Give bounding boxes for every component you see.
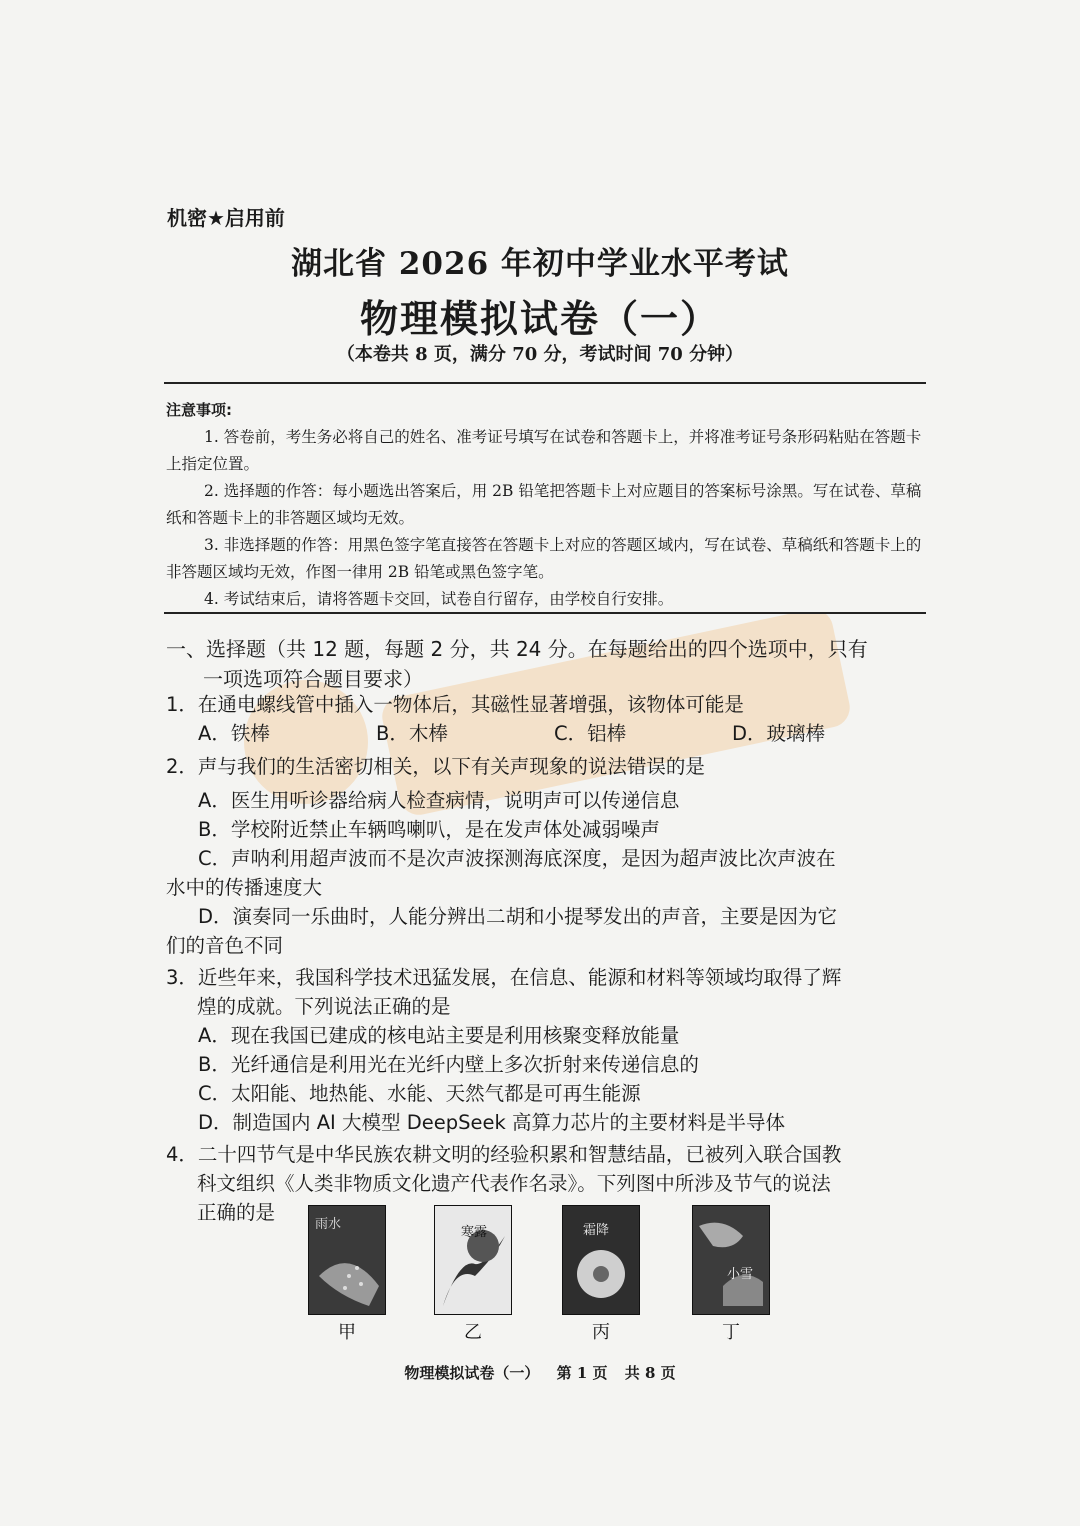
section-heading-line1: 一、选择题（共 12 题，每题 2 分，共 24 分。在每题给出的四个选项中，只有 xyxy=(166,637,868,661)
confidential-label: 机密★启用前 xyxy=(167,206,285,230)
figure-label: 甲 xyxy=(338,1322,356,1343)
figure-label: 乙 xyxy=(464,1322,482,1343)
figure-caption: 雨水 xyxy=(315,1217,342,1232)
footer-page-number: 第 1 页 xyxy=(556,1364,608,1382)
option-a: A．现在我国已建成的核电站主要是利用核聚变释放能量 xyxy=(198,1024,680,1047)
exam-title: 湖北省 2026 年初中学业水平考试 xyxy=(291,246,789,282)
figure-label: 丁 xyxy=(722,1322,740,1343)
notice-item: 1. 答卷前，考生务必将自己的姓名、准考证号填写在试卷和答题卡上，并将准考证号条形码粘贴在答题卡上指定位置。 xyxy=(166,428,922,473)
figure-label: 丙 xyxy=(592,1322,610,1343)
notice-item: 4. 考试结束后，请将答题卡交回，试卷自行留存，由学校自行安排。 xyxy=(204,590,674,608)
option-a: A．医生用听诊器给病人检查病情，说明声可以传递信息 xyxy=(198,789,680,812)
notice-item: 2. 选择题的作答：每小题选出答案后，用 2B 铅笔把答题卡上对应题目的答案标号涂黑。写在试卷、草稿纸和答题卡上的非答题区域均无效。 xyxy=(166,482,922,527)
option-b: B．木棒 xyxy=(376,722,448,745)
option-a: A．铁棒 xyxy=(198,722,270,745)
question-2 xyxy=(166,752,922,960)
solar-term-figures xyxy=(300,1205,780,1345)
paper-subtitle: （本卷共 8 页，满分 70 分，考试时间 70 分钟） xyxy=(336,344,744,365)
option-d: D．演奏同一乐曲时，人能分辨出二胡和小提琴发出的声音，主要是因为它 xyxy=(198,905,838,928)
question-stem: 3．近些年来，我国科学技术迅猛发展，在信息、能源和材料等领域均取得了辉 xyxy=(166,966,842,989)
question-stem-continued: 科文组织《人类非物质文化遗产代表作名录》。下列图中所涉及节气的说法 xyxy=(197,1172,831,1195)
page-footer xyxy=(0,1362,1080,1383)
question-stem-continued: 煌的成就。下列说法正确的是 xyxy=(197,995,451,1018)
notice-heading: 注意事项: xyxy=(166,401,232,419)
figure-image xyxy=(435,1206,511,1314)
figure-image xyxy=(309,1206,385,1314)
figure-image xyxy=(693,1206,769,1314)
figure-image xyxy=(563,1206,639,1314)
notice-item: 3. 非选择题的作答：用黑色签字笔直接答在答题卡上对应的答题区域内，写在试卷、草稿纸和答题卡上的非答题区域均无效，作图一律用 2B 铅笔或黑色签字笔。 xyxy=(166,536,922,581)
figure-jia xyxy=(308,1205,386,1343)
paper-title: 物理模拟试卷（一） xyxy=(359,296,720,341)
figure-bing xyxy=(562,1205,640,1343)
figure-yi xyxy=(434,1205,512,1343)
figure-caption: 霜降 xyxy=(583,1223,610,1238)
question-options xyxy=(166,719,922,748)
question-stem: 4．二十四节气是中华民族农耕文明的经验积累和智慧结晶，已被列入联合国教 xyxy=(166,1143,842,1166)
figure-caption: 寒露 xyxy=(461,1225,488,1240)
footer-paper-name: 物理模拟试卷（一） xyxy=(404,1364,540,1382)
question-list xyxy=(166,690,922,1228)
section-heading xyxy=(166,634,922,694)
figure-caption: 小雪 xyxy=(727,1267,754,1282)
question-stem: 2．声与我们的生活密切相关，以下有关声现象的说法错误的是 xyxy=(166,755,705,778)
question-3 xyxy=(166,963,922,1137)
option-c: C．铝棒 xyxy=(554,722,627,745)
bottom-divider xyxy=(164,612,926,614)
question-stem-continued: 正确的是 xyxy=(197,1201,276,1224)
option-b: B．学校附近禁止车辆鸣喇叭，是在发声体处减弱噪声 xyxy=(198,818,660,841)
option-c: C．声呐利用超声波而不是次声波探测海底深度，是因为超声波比次声波在 xyxy=(198,847,836,870)
figure-ding xyxy=(692,1205,770,1343)
option-d-continued: 们的音色不同 xyxy=(166,934,284,957)
option-d: D．制造国内 AI 大模型 DeepSeek 高算力芯片的主要材料是半导体 xyxy=(198,1111,785,1134)
notice-section xyxy=(166,397,922,613)
footer-total-pages: 共 8 页 xyxy=(624,1364,676,1382)
option-c: C．太阳能、地热能、水能、天然气都是可再生能源 xyxy=(198,1082,641,1105)
question-1 xyxy=(166,690,922,748)
option-d: D．玻璃棒 xyxy=(732,722,826,745)
option-b: B．光纤通信是利用光在光纤内壁上多次折射来传递信息的 xyxy=(198,1053,699,1076)
question-stem: 1．在通电螺线管中插入一物体后，其磁性显著增强，该物体可能是 xyxy=(166,693,744,716)
option-c-continued: 水中的传播速度大 xyxy=(166,876,323,899)
top-divider xyxy=(164,382,926,384)
section-heading-line2: 一项选项符合题目要求） xyxy=(203,667,423,691)
